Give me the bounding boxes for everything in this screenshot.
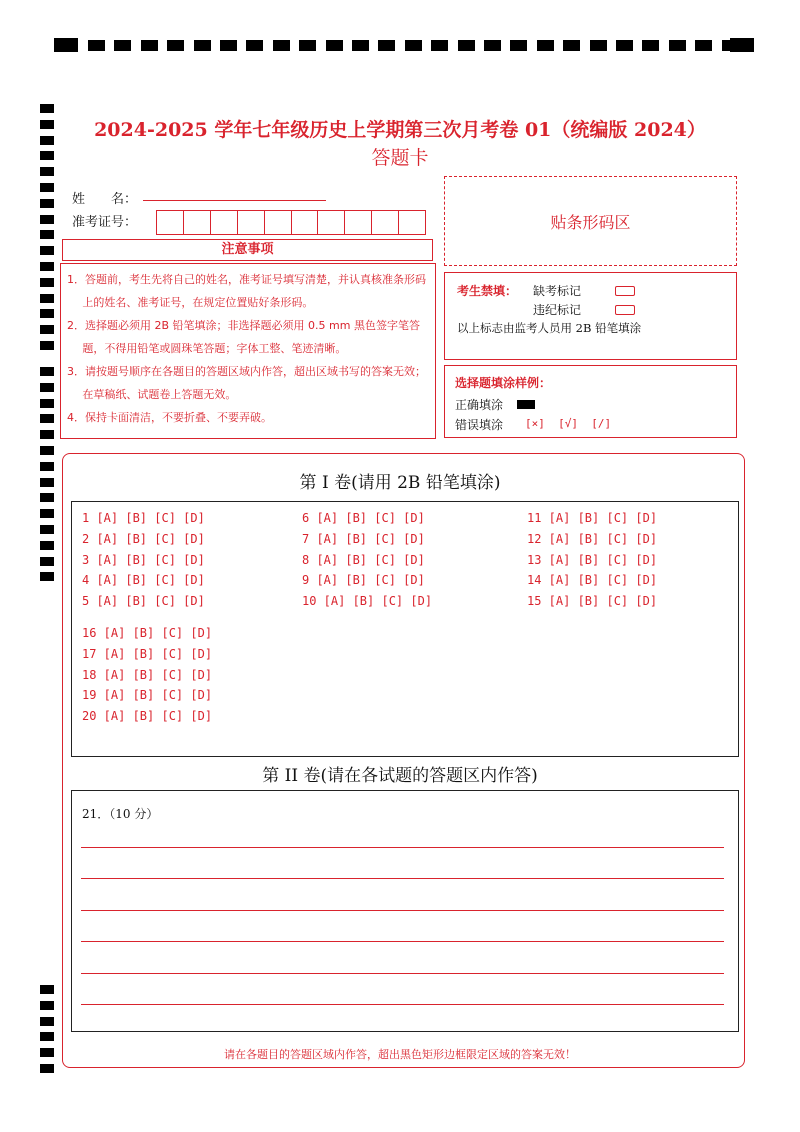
choice-question-16[interactable]: 16 [A] [B] [C] [D] [82,626,213,640]
notice-item: 3．请按题号顺序在各题目的答题区域内作答，超出区域书写的答案无效；在草稿纸、试题卷上答题无效。 [67,365,426,401]
sample-label: 选择题填涂样例： [455,376,552,390]
timing-mark [54,38,78,52]
timing-mark [194,40,211,51]
timing-mark [114,40,131,51]
timing-mark [40,557,54,566]
timing-mark [458,40,475,51]
notice-item: 1．答题前，考生先将自己的姓名，准考证号填写清楚，并认真核准条形码上的姓名、准考证号，在规定位置贴好条形码。 [67,273,426,309]
answer-line[interactable] [81,973,724,974]
id-number-boxes[interactable] [156,210,426,235]
section1-title: 第 I 卷(请用 2B 铅笔填涂) [299,473,501,493]
timing-mark [40,414,54,423]
fill-sample-panel [444,365,737,438]
choice-question-9[interactable]: 9 [A] [B] [C] [D] [302,573,425,588]
id-digit-box[interactable] [345,211,372,234]
timing-mark [431,40,448,51]
timing-mark [40,1001,54,1010]
timing-mark [40,309,54,318]
timing-mark [40,541,54,550]
timing-mark [220,40,237,51]
choice-question-7[interactable]: 7 [A] [B] [C] [D] [302,531,425,546]
violation-mark-box[interactable] [615,305,635,315]
timing-mark [40,367,54,376]
timing-mark [167,40,184,51]
timing-mark [352,40,369,51]
timing-mark [40,383,54,392]
absent-label: 缺考标记 [533,284,582,298]
timing-mark [510,40,527,51]
correct-fill-mark [517,400,535,409]
timing-mark [273,40,290,51]
timing-mark [40,104,54,113]
notice-panel [60,263,436,439]
timing-mark [40,262,54,271]
answer-line[interactable] [81,941,724,942]
answer-line[interactable] [81,847,724,848]
timing-mark [590,40,607,51]
timing-mark [40,215,54,224]
timing-mark [40,446,54,455]
page-subtitle: 答题卡 [371,147,429,169]
timing-mark [40,1064,54,1073]
timing-mark [537,40,554,51]
timing-mark [40,230,54,239]
timing-mark [730,38,754,52]
choice-question-4[interactable]: 4 [A] [B] [C] [D] [82,573,205,588]
choice-question-box [71,501,739,757]
timing-mark [40,325,54,334]
timing-mark [40,509,54,518]
choice-question-10[interactable]: 10 [A] [B] [C] [D] [302,594,433,609]
section2-title: 第 II 卷(请在各试题的答题区内作答) [262,766,538,786]
timing-mark [563,40,580,51]
choice-question-19[interactable]: 19 [A] [B] [C] [D] [82,688,213,703]
top-timing-marks [54,38,754,52]
wrong-fill-marks: [×] [√] [/] [525,417,612,430]
choice-question-11[interactable]: 11 [A] [B] [C] [D] [527,511,658,525]
choice-question-15[interactable]: 15 [A] [B] [C] [D] [527,594,658,609]
notice-item: 4．保持卡面清洁，不要折叠、不要弄破。 [67,411,272,424]
id-digit-box[interactable] [157,211,184,234]
timing-mark [616,40,633,51]
proctor-note: 以上标志由监考人员用 2B 铅笔填涂 [457,321,642,335]
timing-mark [40,341,54,350]
choice-question-20[interactable]: 20 [A] [B] [C] [D] [82,709,213,724]
timing-mark [40,199,54,208]
timing-mark [40,1017,54,1026]
timing-mark [669,40,686,51]
id-digit-box[interactable] [211,211,238,234]
timing-mark [484,40,501,51]
choice-question-2[interactable]: 2 [A] [B] [C] [D] [82,531,205,546]
choice-question-14[interactable]: 14 [A] [B] [C] [D] [527,573,658,588]
timing-mark [40,493,54,502]
timing-mark [88,40,105,51]
timing-mark [40,525,54,534]
timing-mark [40,278,54,287]
id-digit-box[interactable] [265,211,292,234]
ban-label: 考生禁填： [457,284,518,298]
timing-mark [40,985,54,994]
id-digit-box[interactable] [372,211,399,234]
timing-mark [246,40,263,51]
choice-question-12[interactable]: 12 [A] [B] [C] [D] [527,531,658,546]
wrong-fill-label: 错误填涂 [455,418,504,432]
absent-mark-box[interactable] [615,286,635,296]
choice-question-17[interactable]: 17 [A] [B] [C] [D] [82,646,213,661]
choice-question-1[interactable]: 1 [A] [B] [C] [D] [82,511,205,525]
id-digit-box[interactable] [399,211,425,234]
footer-warning: 请在各题目的答题区域内作答，超出黑色矩形边框限定区域的答案无效！ [224,1048,576,1061]
id-digit-box[interactable] [292,211,319,234]
name-label: 姓 名： [72,192,138,207]
timing-mark [40,246,54,255]
timing-mark [405,40,422,51]
id-digit-box[interactable] [184,211,211,234]
id-label: 准考证号： [72,215,138,230]
timing-mark [40,572,54,581]
timing-mark [40,294,54,303]
timing-mark [40,1032,54,1041]
timing-mark [40,399,54,408]
timing-mark [326,40,343,51]
choice-question-3[interactable]: 3 [A] [B] [C] [D] [82,552,205,567]
timing-mark [40,183,54,192]
id-digit-box[interactable] [318,211,345,234]
name-field[interactable] [143,200,326,201]
page-title: 2024-2025 学年七年级历史上学期第三次月考卷 01（统编版 2024） [94,119,706,141]
choice-question-8[interactable]: 8 [A] [B] [C] [D] [302,552,425,567]
choice-question-6[interactable]: 6 [A] [B] [C] [D] [302,511,425,525]
answer-line[interactable] [81,1004,724,1005]
choice-question-18[interactable]: 18 [A] [B] [C] [D] [82,667,213,682]
barcode-label: 贴条形码区 [550,212,631,232]
notice-item: 2．选择题必须用 2B 铅笔填涂；非选择题必须用 0.5 mm 黑色签字笔答题，不得用铅笔或圆珠笔答题；字体工整、笔迹清晰。 [67,319,420,355]
choice-question-5[interactable]: 5 [A] [B] [C] [D] [82,594,205,609]
question-21-label: 21．（10 分） [82,807,159,821]
choice-question-13[interactable]: 13 [A] [B] [C] [D] [527,552,658,567]
timing-mark [378,40,395,51]
violation-label: 违纪标记 [533,303,582,317]
timing-mark [141,40,158,51]
correct-fill-label: 正确填涂 [455,398,504,412]
timing-mark [299,40,316,51]
essay-answer-box [71,790,739,1032]
barcode-area [444,176,737,266]
answer-line[interactable] [81,878,724,879]
timing-mark [695,40,712,51]
proctor-only-panel [444,272,737,360]
id-digit-box[interactable] [238,211,265,234]
timing-mark [40,430,54,439]
notice-heading: 注意事项 [62,239,433,261]
answer-line[interactable] [81,910,724,911]
timing-mark [642,40,659,51]
